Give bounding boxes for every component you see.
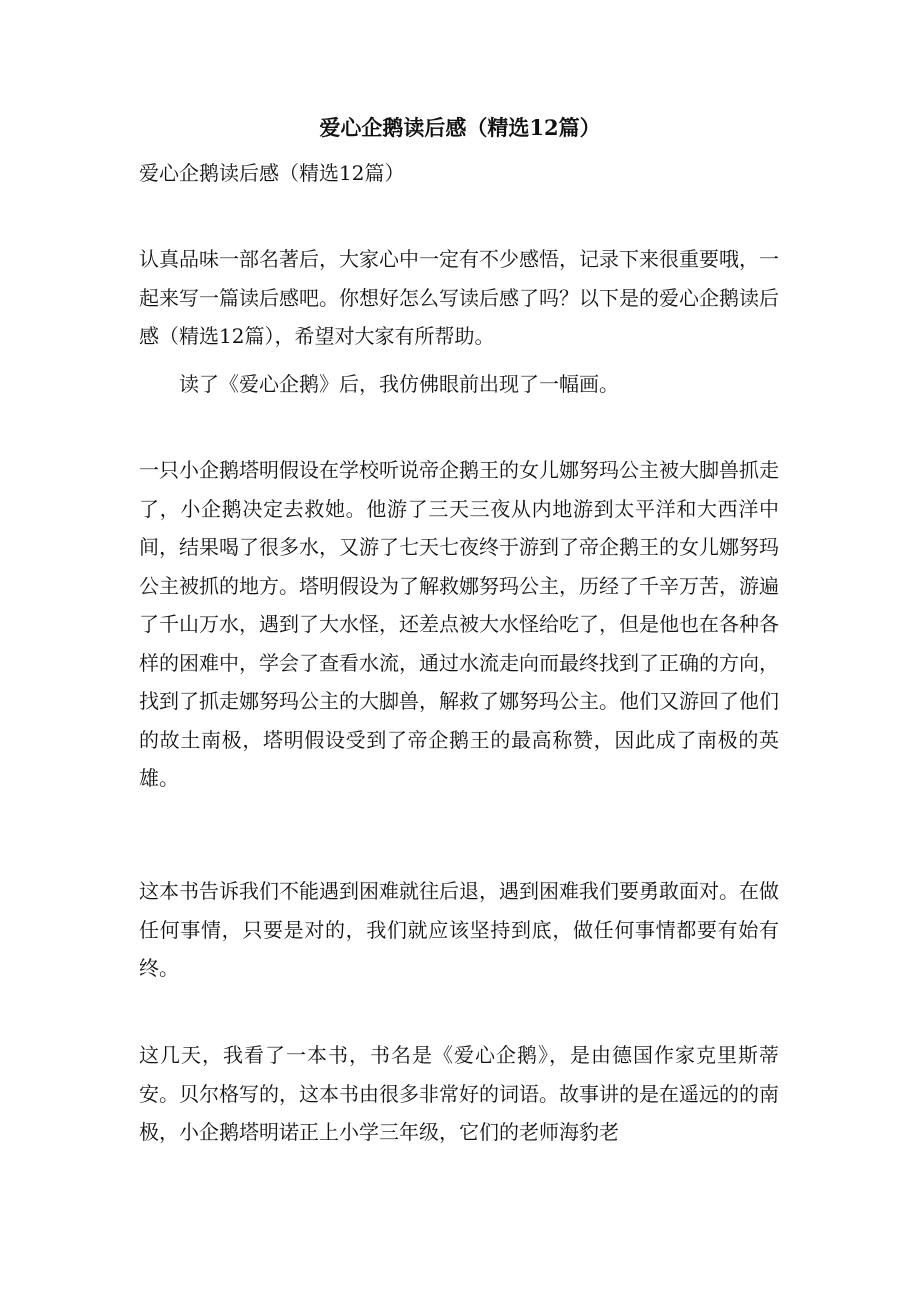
story-summary-paragraph: 一只小企鹅塔明假设在学校听说帝企鹅王的女儿娜努玛公主被大脚兽抓走了，小企鹅决定去救她。他游了三天三夜从内地游到太平洋和大西洋中间，结果喝了很多水，又游了七天七夜终于游到了帝企鹅王的女儿娜努玛公主被抓的地方。塔明假设为了解救娜努玛公主，历经了千辛万苦，游遍了千山万水，遇到了大水怪，还差点被大水怪给吃了，但是他也在各种各样的困难中，学会了查看水流，通过水流走向而最终找到了正确的方向，找到了抓走娜努玛公主的大脚兽，解救了娜努玛公主。他们又游回了他们的故土南极，塔明假设受到了帝企鹅王的最高称赞，因此成了南极的英雄。 — [139, 458, 779, 790]
opening-sentence-paragraph: 读了《爱心企鹅》后，我仿佛眼前出现了一幅画。 — [179, 372, 619, 396]
document-title: 爱心企鹅读后感（精选12篇） — [319, 115, 601, 140]
lesson-paragraph: 这本书告诉我们不能遇到困难就往后退，遇到困难我们要勇敢面对。在做任何事情，只要是对的，我们就应该坚持到底，做任何事情都要有始有终。 — [139, 879, 779, 980]
document-subtitle: 爱心企鹅读后感（精选12篇） — [139, 161, 405, 185]
second-essay-paragraph: 这几天，我看了一本书，书名是《爱心企鹅》，是由德国作家克里斯蒂安。贝尔格写的，这本书由很多非常好的词语。故事讲的是在遥远的的南极，小企鹅塔明诺正上小学三年级，它们的老师海豹老 — [139, 1043, 779, 1144]
intro-paragraph: 认真品味一部名著后，大家心中一定有不少感悟，记录下来很重要哦，一起来写一篇读后感吧。你想好怎么写读后感了吗？以下是的爱心企鹅读后感（精选12篇），希望对大家有所帮助。 — [139, 247, 779, 348]
